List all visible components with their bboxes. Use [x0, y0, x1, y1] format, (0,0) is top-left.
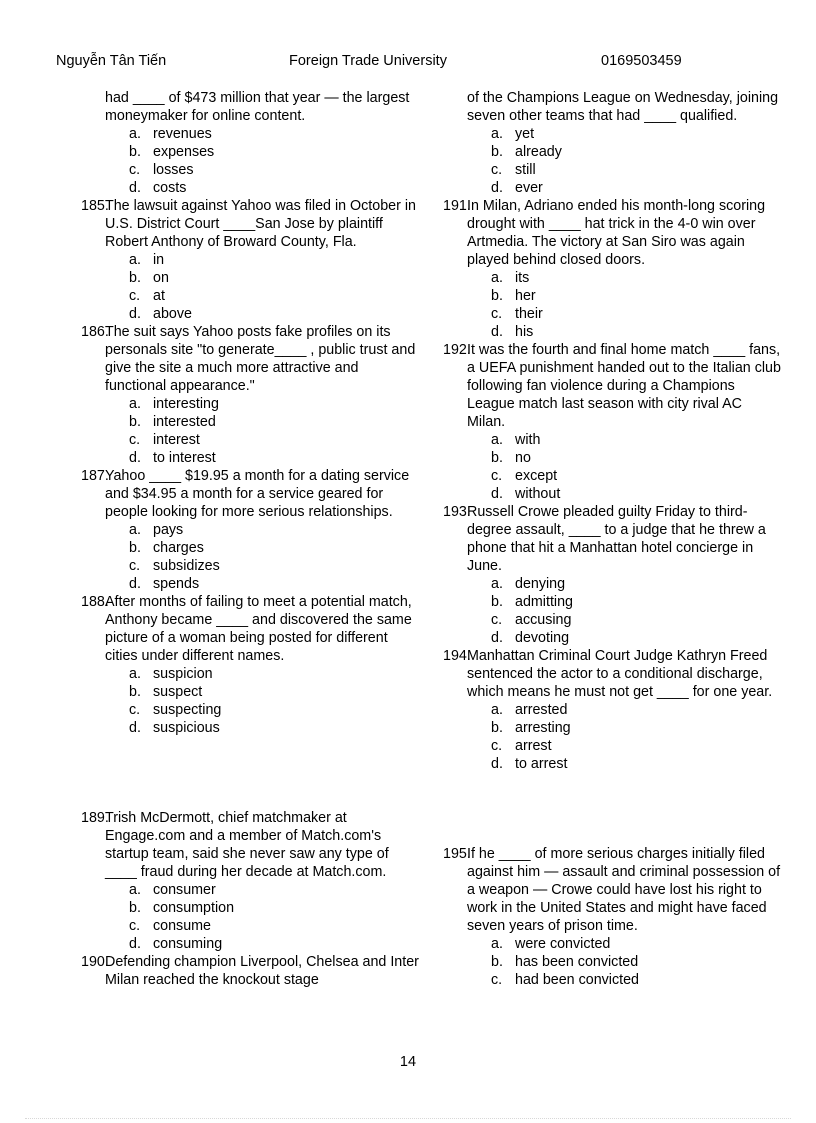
- options-186: [81, 395, 421, 467]
- question-188: [81, 593, 421, 665]
- options-187: [81, 521, 421, 593]
- option: b. arresting: [491, 720, 571, 736]
- question-text: The suit says Yahoo posts fake profiles on its personals site "to generate____ , public trust and give the site a much more attractive and functional appearance.": [105, 324, 416, 394]
- question-number: 189.: [81, 810, 109, 826]
- question-text: Trish McDermott, chief matchmaker at Engage.com and a member of Match.com's startup team, said she never saw any type of ____ fraud during her decade at Match.com.: [105, 810, 389, 880]
- question-190: [81, 953, 421, 989]
- question-text: Yahoo ____ $19.95 a month for a dating service and $34.95 a month for a service geared for people looking for more serious relationships.: [105, 468, 410, 520]
- right-column: [443, 89, 783, 989]
- options-184: [81, 125, 421, 197]
- question-191: [443, 197, 783, 269]
- option: d. costs: [129, 180, 187, 196]
- option: b. charges: [129, 540, 204, 556]
- options-188: [81, 665, 421, 737]
- option: d. spends: [129, 576, 200, 592]
- option: d. ever: [491, 180, 543, 196]
- option: b. interested: [129, 414, 216, 430]
- question-number: 188.: [81, 594, 109, 610]
- option: a. its: [491, 270, 530, 286]
- options-194: [443, 701, 783, 773]
- option: b. her: [491, 288, 536, 304]
- question-text: Russell Crowe pleaded guilty Friday to third-degree assault, ____ to a judge that he threw a phone that hit a Manhattan hotel concierge in June.: [467, 504, 766, 574]
- options-195: [443, 935, 783, 989]
- question-text: The lawsuit against Yahoo was filed in October in U.S. District Court ____San Jose by plaintiff Robert Anthony of Broward County, Fla.: [105, 198, 416, 250]
- option: c. at: [129, 288, 165, 304]
- question-194: [443, 647, 783, 701]
- option: c. their: [491, 306, 543, 322]
- option: a. arrested: [491, 702, 568, 718]
- option: c. consume: [129, 918, 212, 934]
- question-number: 195.: [443, 846, 471, 862]
- option: d. to arrest: [491, 756, 568, 772]
- question-192: [443, 341, 783, 431]
- option: b. has been convicted: [491, 954, 639, 970]
- options-192: [443, 431, 783, 503]
- question-text: If he ____ of more serious charges initially filed against him — assault and criminal possession of a weapon — Crowe could have lost his right to work in the United States and might have faced seven years of prison time.: [467, 846, 781, 934]
- options-189: [81, 881, 421, 953]
- option: d. his: [491, 324, 534, 340]
- question-190-continued: of the Champions League on Wednesday, joining seven other teams that had ____ qualified.: [467, 90, 779, 124]
- option: a. were convicted: [491, 936, 611, 952]
- option: b. consumption: [129, 900, 235, 916]
- question-text: In Milan, Adriano ended his month-long scoring drought with ____ hat trick in the 4-0 win over Artmedia. The victory at San Siro was again played behind closed doors.: [467, 198, 766, 268]
- question-number: 192.: [443, 342, 471, 358]
- option: b. suspect: [129, 684, 203, 700]
- left-column: [81, 89, 421, 989]
- question-number: 187.: [81, 468, 109, 484]
- options-185: [81, 251, 421, 323]
- option: a. yet: [491, 126, 535, 142]
- option: a. suspicion: [129, 666, 213, 682]
- question-number: 190.: [81, 954, 109, 970]
- option: b. on: [129, 270, 169, 286]
- page-header: [0, 53, 816, 73]
- option: c. losses: [129, 162, 194, 178]
- options-191: [443, 269, 783, 341]
- question-189: [81, 809, 421, 881]
- option: a. in: [129, 252, 165, 268]
- question-text: Manhattan Criminal Court Judge Kathryn Freed sentenced the actor to a conditional discharge, which means he must not get ____ for one year.: [467, 648, 773, 700]
- header-author: Nguyễn Tân Tiến: [56, 53, 167, 69]
- option: a. interesting: [129, 396, 219, 412]
- option: d. devoting: [491, 630, 570, 646]
- page-bottom-rule: [25, 1118, 791, 1119]
- option: c. still: [491, 162, 536, 178]
- option: b. expenses: [129, 144, 215, 160]
- header-phone: 0169503459: [601, 53, 682, 69]
- option: c. arrest: [491, 738, 552, 754]
- options-193: [443, 575, 783, 647]
- question-185: [81, 197, 421, 251]
- options-190: [443, 125, 783, 197]
- option: c. had been convicted: [491, 972, 640, 988]
- header-school: Foreign Trade University: [289, 53, 447, 69]
- option: c. except: [491, 468, 558, 484]
- spacer: [81, 737, 421, 809]
- question-193: [443, 503, 783, 575]
- spacer: [443, 773, 783, 845]
- option: b. admitting: [491, 594, 574, 610]
- option: c. subsidizes: [129, 558, 220, 574]
- option: d. without: [491, 486, 561, 502]
- option: d. to interest: [129, 450, 216, 466]
- option: b. no: [491, 450, 531, 466]
- question-number: 191.: [443, 198, 471, 214]
- question-number: 194.: [443, 648, 471, 664]
- question-number: 193.: [443, 504, 471, 520]
- question-184-continued: had ____ of $473 million that year — the largest moneymaker for online content.: [105, 90, 410, 124]
- option: c. interest: [129, 432, 200, 448]
- option: b. already: [491, 144, 562, 160]
- option: a. with: [491, 432, 541, 448]
- question-number: 186.: [81, 324, 109, 340]
- option: a. pays: [129, 522, 184, 538]
- question-text: Defending champion Liverpool, Chelsea and Inter Milan reached the knockout stage: [105, 954, 419, 988]
- option: d. suspicious: [129, 720, 220, 736]
- option: c. suspecting: [129, 702, 222, 718]
- option: a. revenues: [129, 126, 212, 142]
- option: c. accusing: [491, 612, 572, 628]
- question-number: 185.: [81, 198, 109, 214]
- option: a. denying: [491, 576, 566, 592]
- question-text: After months of failing to meet a potential match, Anthony became ____ and discovered the same picture of a woman being posted for different cities under different names.: [105, 594, 412, 664]
- question-187: [81, 467, 421, 521]
- question-195: [443, 845, 783, 935]
- page-number: 14: [399, 1054, 417, 1070]
- question-text: It was the fourth and final home match ____ fans, a UEFA punishment handed out to the Italian club following fan violence during a Champions League match last season with city rival AC Milan.: [467, 342, 781, 430]
- option: d. consuming: [129, 936, 223, 952]
- option: a. consumer: [129, 882, 216, 898]
- option: d. above: [129, 306, 192, 322]
- question-186: [81, 323, 421, 395]
